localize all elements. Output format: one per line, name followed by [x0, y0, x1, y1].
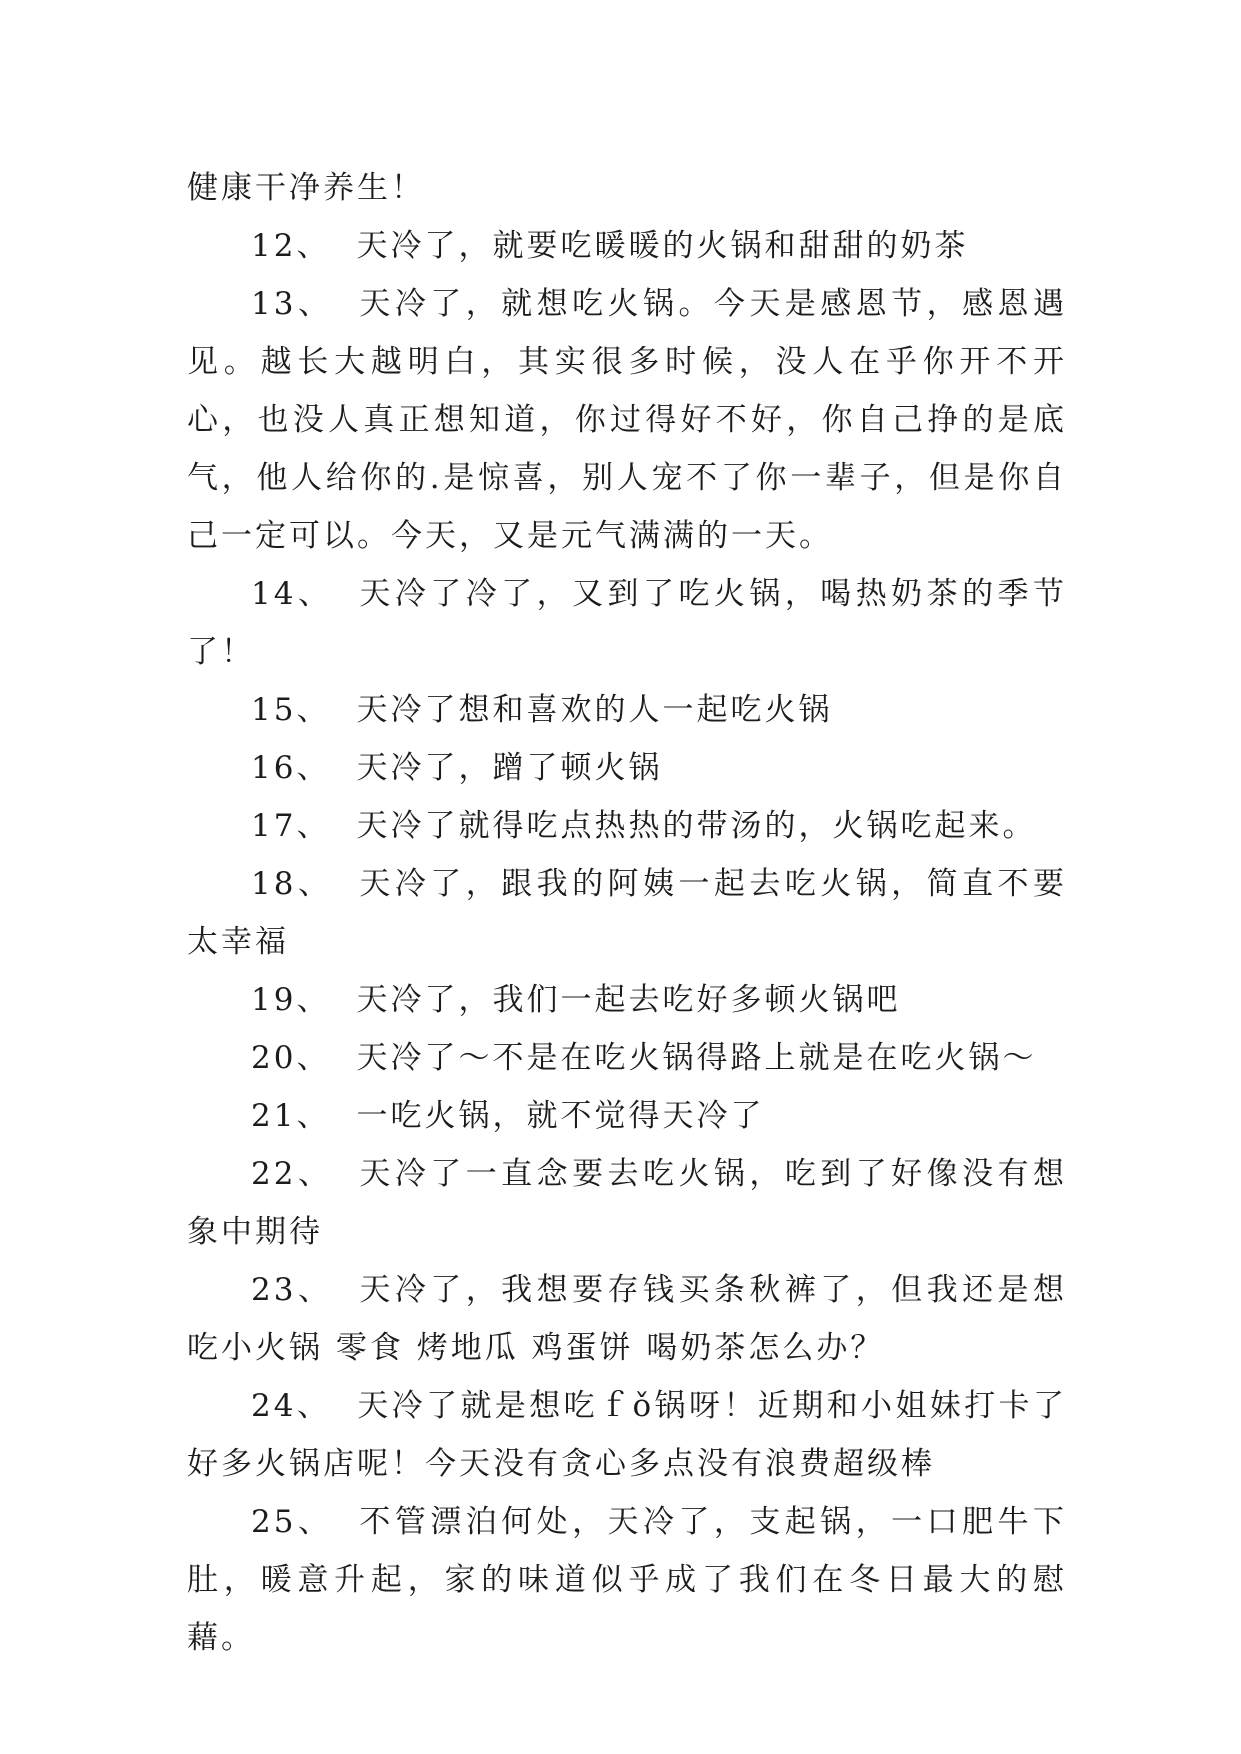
item-text: 天冷了就是想吃ｆǒ锅呀！近期和小姐妹打卡了好多火锅店呢！今天没有贪心多点没有浪费超级棒: [187, 1388, 1067, 1482]
item-number: 18、: [251, 866, 334, 902]
item-text: 天冷了就得吃点热热的带汤的，火锅吃起来。: [356, 808, 1037, 844]
continuation-paragraph: 健康干净养生！: [187, 170, 425, 206]
item-text: 天冷了，跟我的阿姨一起去吃火锅，简直不要太幸福: [187, 866, 1067, 960]
document-body: [187, 159, 1067, 1667]
list-item: [187, 797, 1067, 855]
list-item: [187, 217, 1067, 275]
list-item: [187, 971, 1067, 1029]
item-text: 天冷了，我们一起去吃好多顿火锅吧: [356, 982, 901, 1018]
item-number: 23、: [251, 1272, 334, 1308]
item-number: 19、: [251, 982, 331, 1018]
list-item: [187, 1261, 1067, 1377]
item-text: 天冷了～不是在吃火锅得路上就是在吃火锅～: [356, 1040, 1037, 1076]
list-item: [187, 1029, 1067, 1087]
item-text: 天冷了冷了，又到了吃火锅，喝热奶茶的季节了！: [187, 576, 1067, 670]
item-text: 天冷了一直念要去吃火锅，吃到了好像没有想象中期待: [187, 1156, 1067, 1250]
list-item: [187, 1087, 1067, 1145]
item-number: 17、: [251, 808, 331, 844]
item-text: 天冷了，蹭了顿火锅: [356, 750, 663, 786]
list-item: [187, 855, 1067, 971]
list-item: [187, 275, 1067, 565]
item-number: 12、: [251, 228, 331, 264]
item-text: 天冷了，就要吃暖暖的火锅和甜甜的奶茶: [356, 228, 969, 264]
list-item: [187, 565, 1067, 681]
list-item: [187, 739, 1067, 797]
item-number: 22、: [251, 1156, 334, 1192]
list-item: [187, 681, 1067, 739]
item-number: 13、: [251, 286, 334, 322]
item-number: 25、: [251, 1504, 334, 1540]
item-text: 天冷了，就想吃火锅。今天是感恩节，感恩遇见。越长大越明白，其实很多时候，没人在乎你开不开心，也没人真正想知道，你过得好不好，你自己挣的是底气，他人给你的.是惊喜，别人宠不了你一辈子，但是你自己一定可以。今天，又是元气满满的一天。: [187, 286, 1067, 554]
item-text: 天冷了想和喜欢的人一起吃火锅: [356, 692, 833, 728]
list-item: [187, 1493, 1067, 1667]
item-number: 15、: [251, 692, 331, 728]
item-number: 24、: [251, 1388, 332, 1424]
item-number: 20、: [251, 1040, 331, 1076]
item-number: 14、: [251, 576, 334, 612]
item-number: 16、: [251, 750, 331, 786]
list-item: [187, 1377, 1067, 1493]
item-text: 一吃火锅，就不觉得天冷了: [356, 1098, 765, 1134]
item-text: 不管漂泊何处，天冷了，支起锅，一口肥牛下肚，暖意升起，家的味道似乎成了我们在冬日最大的慰藉。: [187, 1504, 1067, 1656]
list-item: [187, 1145, 1067, 1261]
item-text: 天冷了，我想要存钱买条秋裤了，但我还是想吃小火锅 零食 烤地瓜 鸡蛋饼 喝奶茶怎么办？: [187, 1272, 1067, 1366]
item-number: 21、: [251, 1098, 331, 1134]
